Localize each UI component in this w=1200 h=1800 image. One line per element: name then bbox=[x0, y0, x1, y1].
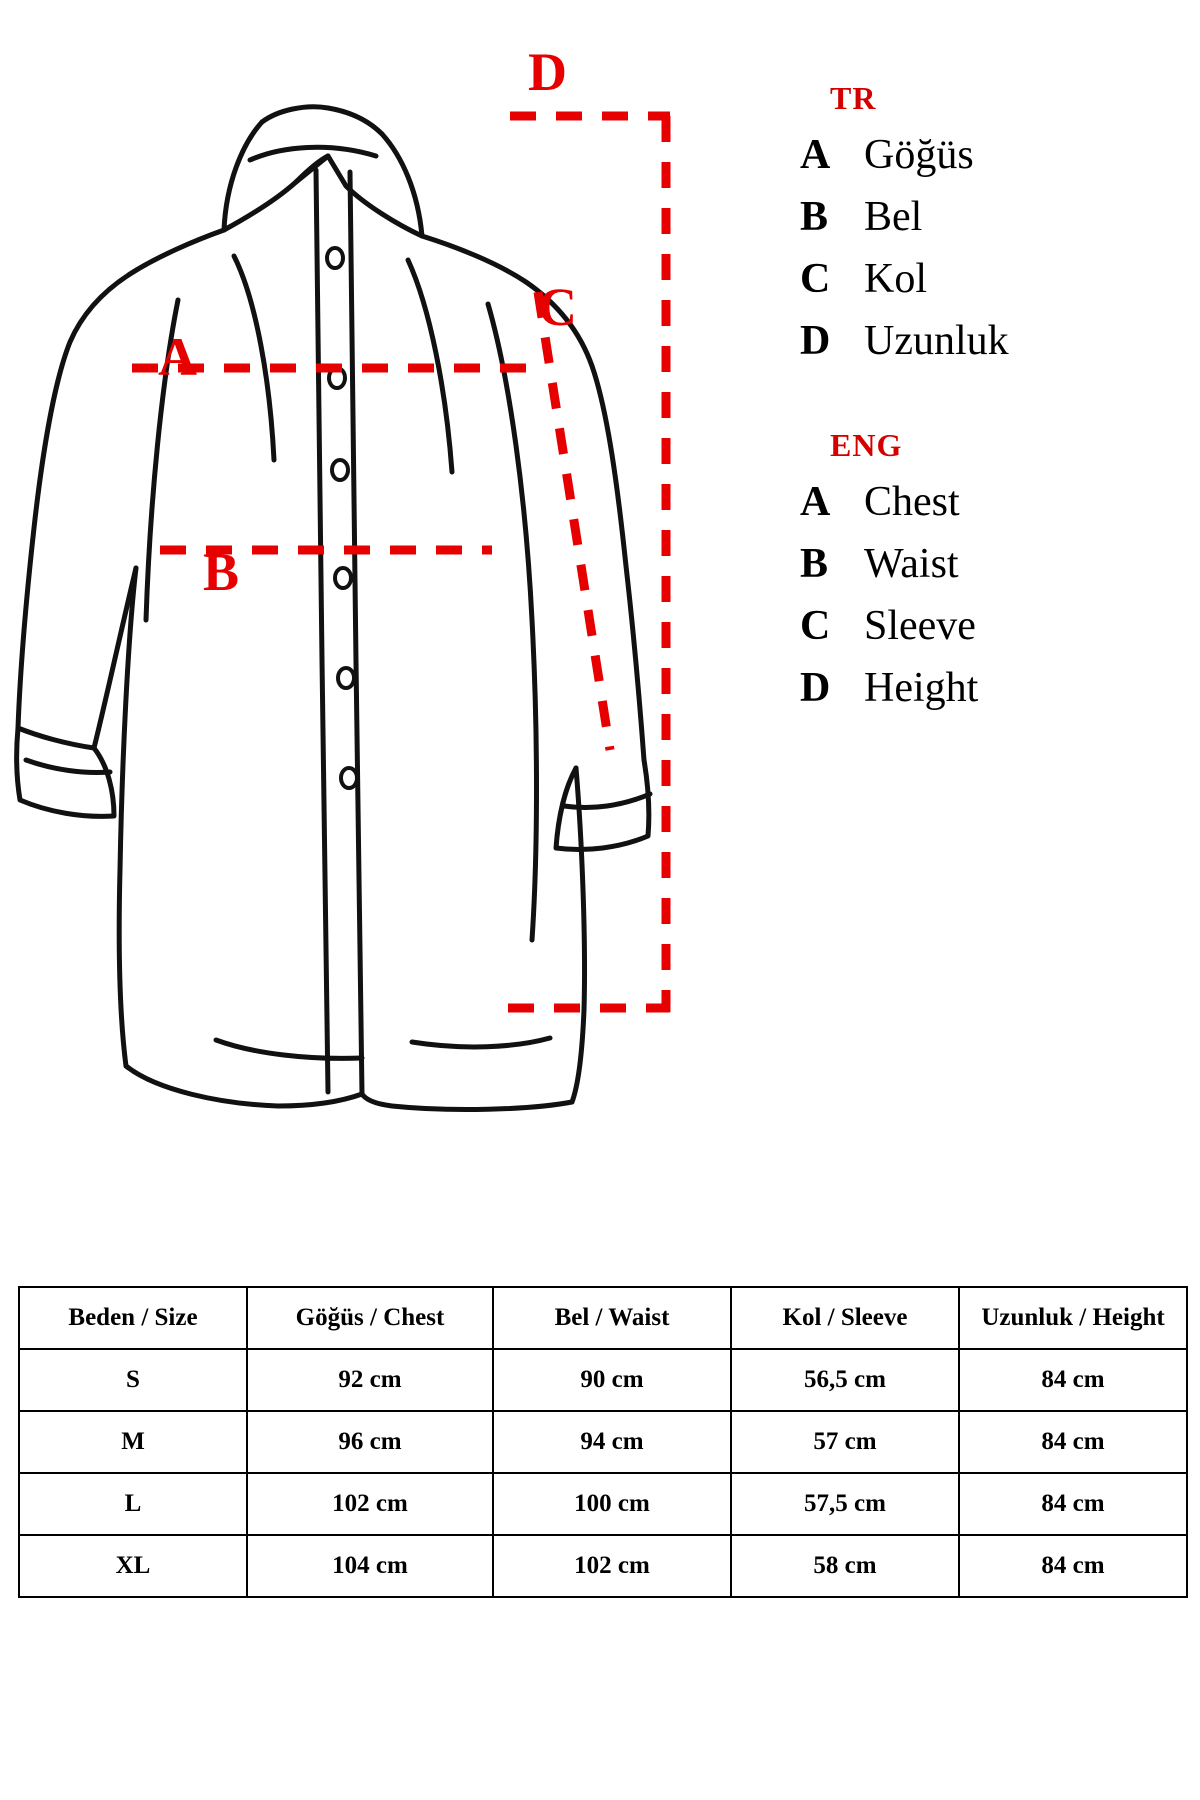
column-header: Beden / Size bbox=[19, 1287, 247, 1349]
legend-letter: D bbox=[800, 665, 831, 711]
legend-label: Chest bbox=[864, 479, 960, 525]
legend-list-eng bbox=[800, 478, 1190, 712]
cell-chest: 96 cm bbox=[247, 1411, 493, 1473]
legend-row bbox=[800, 255, 1190, 303]
size-table bbox=[18, 1286, 1188, 1598]
cell-height: 84 cm bbox=[959, 1473, 1187, 1535]
legend-letter: A bbox=[800, 132, 831, 178]
legend-row bbox=[800, 602, 1190, 650]
table-row bbox=[19, 1411, 1187, 1473]
legend-title-tr: TR bbox=[830, 80, 877, 116]
legend-label: Waist bbox=[864, 541, 959, 587]
legend-letter: C bbox=[800, 603, 831, 649]
legend-row bbox=[800, 540, 1190, 588]
cell-size: XL bbox=[19, 1535, 247, 1597]
chest-marker-label: A bbox=[158, 327, 197, 387]
legend-row bbox=[800, 664, 1190, 712]
legend-label: Bel bbox=[864, 194, 923, 240]
legend bbox=[800, 80, 1190, 726]
cell-chest: 104 cm bbox=[247, 1535, 493, 1597]
column-header: Bel / Waist bbox=[493, 1287, 731, 1349]
cell-sleeve: 56,5 cm bbox=[731, 1349, 959, 1411]
legend-title-eng: ENG bbox=[830, 427, 903, 463]
table-row bbox=[19, 1349, 1187, 1411]
table-row bbox=[19, 1473, 1187, 1535]
cell-chest: 102 cm bbox=[247, 1473, 493, 1535]
cell-sleeve: 58 cm bbox=[731, 1535, 959, 1597]
waist-marker-label: B bbox=[203, 542, 240, 602]
size-table-wrapper bbox=[18, 1286, 1186, 1598]
cell-height: 84 cm bbox=[959, 1411, 1187, 1473]
column-header: Göğüs / Chest bbox=[247, 1287, 493, 1349]
legend-row bbox=[800, 193, 1190, 241]
sleeve-marker-label: C bbox=[538, 277, 577, 337]
cell-waist: 94 cm bbox=[493, 1411, 731, 1473]
cell-waist: 102 cm bbox=[493, 1535, 731, 1597]
legend-letter: A bbox=[800, 479, 831, 525]
legend-row bbox=[800, 131, 1190, 179]
cell-sleeve: 57 cm bbox=[731, 1411, 959, 1473]
legend-row bbox=[800, 478, 1190, 526]
cell-waist: 100 cm bbox=[493, 1473, 731, 1535]
cell-height: 84 cm bbox=[959, 1535, 1187, 1597]
cell-sleeve: 57,5 cm bbox=[731, 1473, 959, 1535]
column-header: Uzunluk / Height bbox=[959, 1287, 1187, 1349]
cell-size: M bbox=[19, 1411, 247, 1473]
legend-letter: B bbox=[800, 541, 829, 587]
table-row bbox=[19, 1535, 1187, 1597]
table-header-row bbox=[19, 1287, 1187, 1349]
column-header: Kol / Sleeve bbox=[731, 1287, 959, 1349]
legend-label: Height bbox=[864, 665, 979, 711]
legend-label: Sleeve bbox=[864, 603, 976, 649]
height-marker-label: D bbox=[528, 42, 567, 102]
cell-waist: 90 cm bbox=[493, 1349, 731, 1411]
cell-size: S bbox=[19, 1349, 247, 1411]
cell-chest: 92 cm bbox=[247, 1349, 493, 1411]
shirt-dress-outline-icon bbox=[10, 60, 750, 1170]
legend-label: Kol bbox=[864, 256, 927, 302]
legend-list-tr bbox=[800, 131, 1190, 365]
legend-letter: C bbox=[800, 256, 831, 302]
legend-label: Uzunluk bbox=[864, 318, 1009, 364]
cell-height: 84 cm bbox=[959, 1349, 1187, 1411]
cell-size: L bbox=[19, 1473, 247, 1535]
legend-letter: B bbox=[800, 194, 829, 240]
legend-row bbox=[800, 317, 1190, 365]
legend-label: Göğüs bbox=[864, 132, 974, 178]
legend-letter: D bbox=[800, 318, 831, 364]
